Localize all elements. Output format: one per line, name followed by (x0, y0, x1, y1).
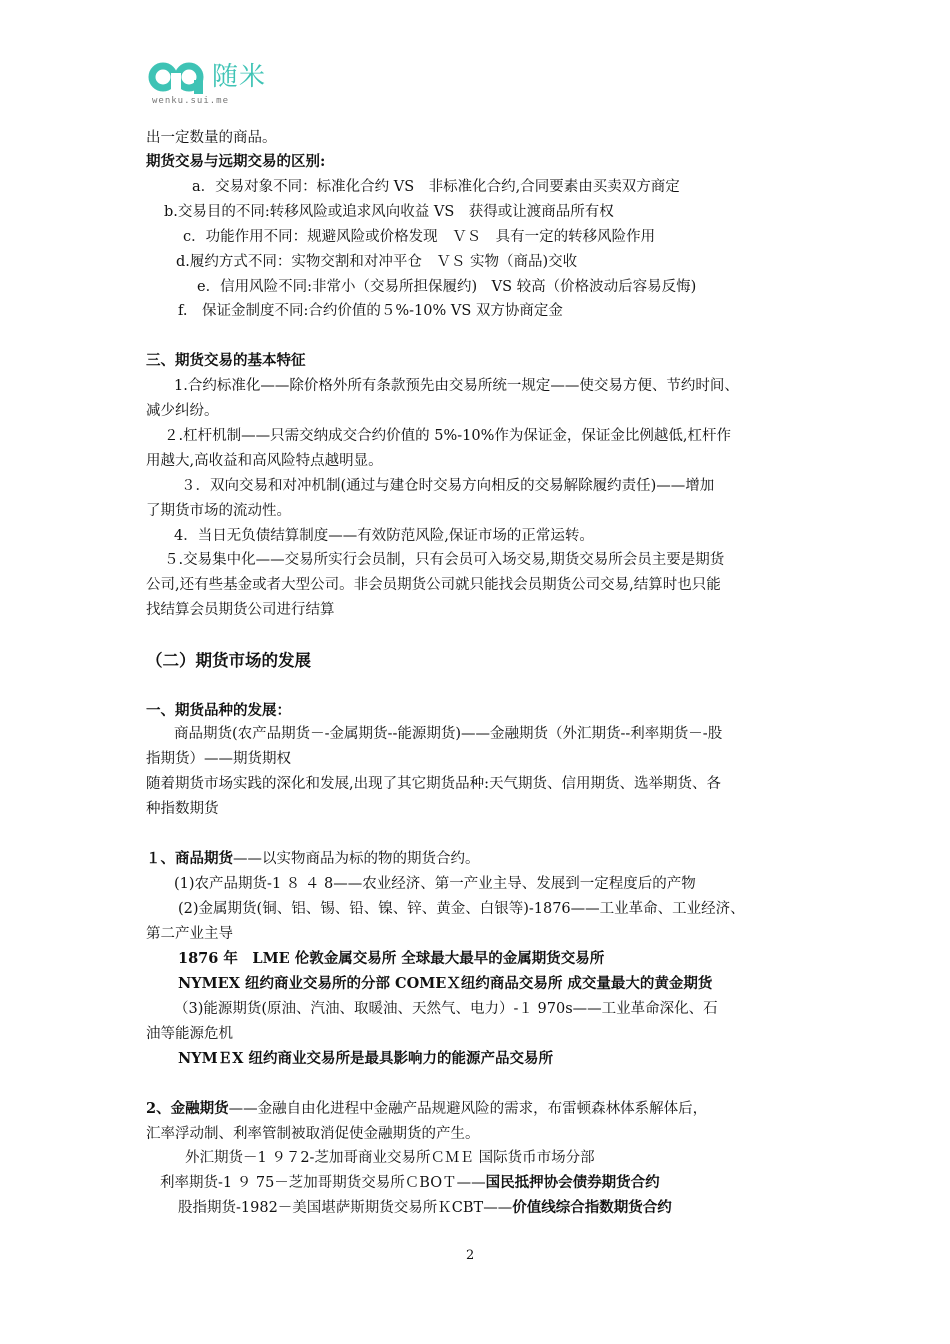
bold-fragment: 国民抵押协会债券期货合约 (485, 1174, 660, 1191)
text-line: b.交易目的不同:转移风险或追求风向收益 VS 获得或让渡商品所有权 (164, 204, 614, 220)
subsection-heading: １、商品期货 (146, 850, 233, 867)
bold-line: NYMEX 纽约商业交易所的分部 COMEＸ纽约商品交易所 成交量最大的黄金期货 (178, 975, 713, 992)
logo-url: wenku.sui.me (152, 96, 230, 106)
text-line: 找结算会员期货公司进行结算 (146, 602, 335, 618)
page-number: 2 (466, 1248, 475, 1263)
text-fragment: ——以实物商品为标的物的期货合约。 (233, 851, 480, 867)
text-line: 外汇期货－1 ９７2-芝加哥商业交易所ＣＭＥ 国际货币市场分部 (185, 1150, 595, 1166)
bold-line: 1876 年 LME 伦敦金属交易所 全球最大最早的金属期货交易所 (178, 950, 605, 967)
text-line: 减少纠纷。 (146, 403, 219, 419)
text-line: ２.杠杆机制——只需交纳成交合约价值的 5%-10%作为保证金，保证金比例越低,杠杆作 (164, 428, 731, 444)
text-fragment: 股指期货-1982－美国堪萨斯期货交易所ＫCBT—— (178, 1200, 513, 1216)
section-heading: 期货交易与远期交易的区别: (146, 153, 326, 170)
logo (148, 60, 288, 108)
text-line: 第二产业主导 (146, 926, 233, 942)
text-line: 了期货市场的流动性。 (146, 503, 291, 519)
text-line: c．功能作用不同：规避风险或价格发现 ＶＳ 具有一定的转移风险作用 (183, 229, 656, 245)
text-line: (2)金属期货(铜、铝、锡、铅、镍、锌、黄金、白银等)-1876——工业革命、工业经济、 (178, 901, 745, 917)
text-line: 随着期货市场实践的深化和发展,出现了其它期货品种:天气期货、信用期货、选举期货、各 (146, 776, 721, 792)
text-fragment: ——金融自由化进程中金融产品规避风险的需求，布雷顿森林体系解体后， (228, 1101, 708, 1117)
text-line: 油等能源危机 (146, 1026, 233, 1042)
logo-mark-icon (148, 60, 208, 94)
subsection-heading: 2、金融期货 (146, 1100, 229, 1117)
text-line: a．交易对象不同：标准化合约 VS 非标准化合约,合同要素由买卖双方商定 (192, 179, 680, 195)
section-heading: 一、期货品种的发展： (146, 702, 291, 719)
text-line: 用越大,高收益和高风险特点越明显。 (146, 453, 383, 469)
text-line: 汇率浮动制、利率管制被取消促使金融期货的产生。 (146, 1126, 480, 1142)
text-line: e．信用风险不同:非常小（交易所担保履约) VS 较高（价格波动后容易反悔) (197, 279, 697, 295)
text-line: f. 保证金制度不同:合约价值的５%-10% VS 双方协商定金 (178, 303, 563, 319)
text-line: ３．双向交易和对冲机制(通过与建仓时交易方向相反的交易解除履约责任)——增加 (181, 478, 715, 494)
text-line: 指期货）——期货期权 (146, 751, 291, 767)
text-line: 4．当日无负债结算制度——有效防范风险,保证市场的正常运转。 (174, 528, 594, 544)
logo-brand: 随米 (212, 62, 267, 92)
text-line (146, 1098, 707, 1120)
chapter-heading: （二）期货市场的发展 (146, 651, 311, 670)
text-line: 公司,还有些基金或者大型公司。非会员期货公司就只能找会员期货公司交易,结算时也只能 (146, 577, 721, 593)
text-line: 出一定数量的商品。 (146, 130, 277, 146)
text-line: （3)能源期货(原油、汽油、取暖油、天然气、电力）-１ 970s——工业革命深化、石 (174, 1001, 718, 1017)
text-line (178, 1197, 672, 1219)
text-line (160, 1172, 660, 1194)
text-line: 种指数期货 (146, 801, 219, 817)
text-line (146, 848, 480, 870)
bold-line: NYMＥX 纽约商业交易所是最具影响力的能源产品交易所 (178, 1050, 553, 1067)
text-line: (1)农产品期货-1 ８ ４ 8——农业经济、第一产业主导、发展到一定程度后的产物 (174, 876, 696, 892)
text-line: ５.交易集中化——交易所实行会员制，只有会员可入场交易,期货交易所会员主要是期货 (164, 552, 725, 568)
section-heading: 三、期货交易的基本特征 (146, 352, 306, 369)
text-line: 商品期货(农产品期货－-金属期货--能源期货)——金融期货（外汇期货--利率期货－-股 (174, 726, 723, 742)
text-line: d.履约方式不同：实物交割和对冲平仓 ＶＳ 实物（商品)交收 (176, 254, 578, 270)
text-fragment: 利率期货-1 ９ 75－芝加哥期货交易所ＣBOＴ—— (160, 1175, 486, 1191)
bold-fragment: 价值线综合指数期货合约 (512, 1199, 672, 1216)
text-line: 1.合约标准化——除价格外所有条款预先由交易所统一规定——使交易方便、节约时间、 (174, 378, 739, 394)
